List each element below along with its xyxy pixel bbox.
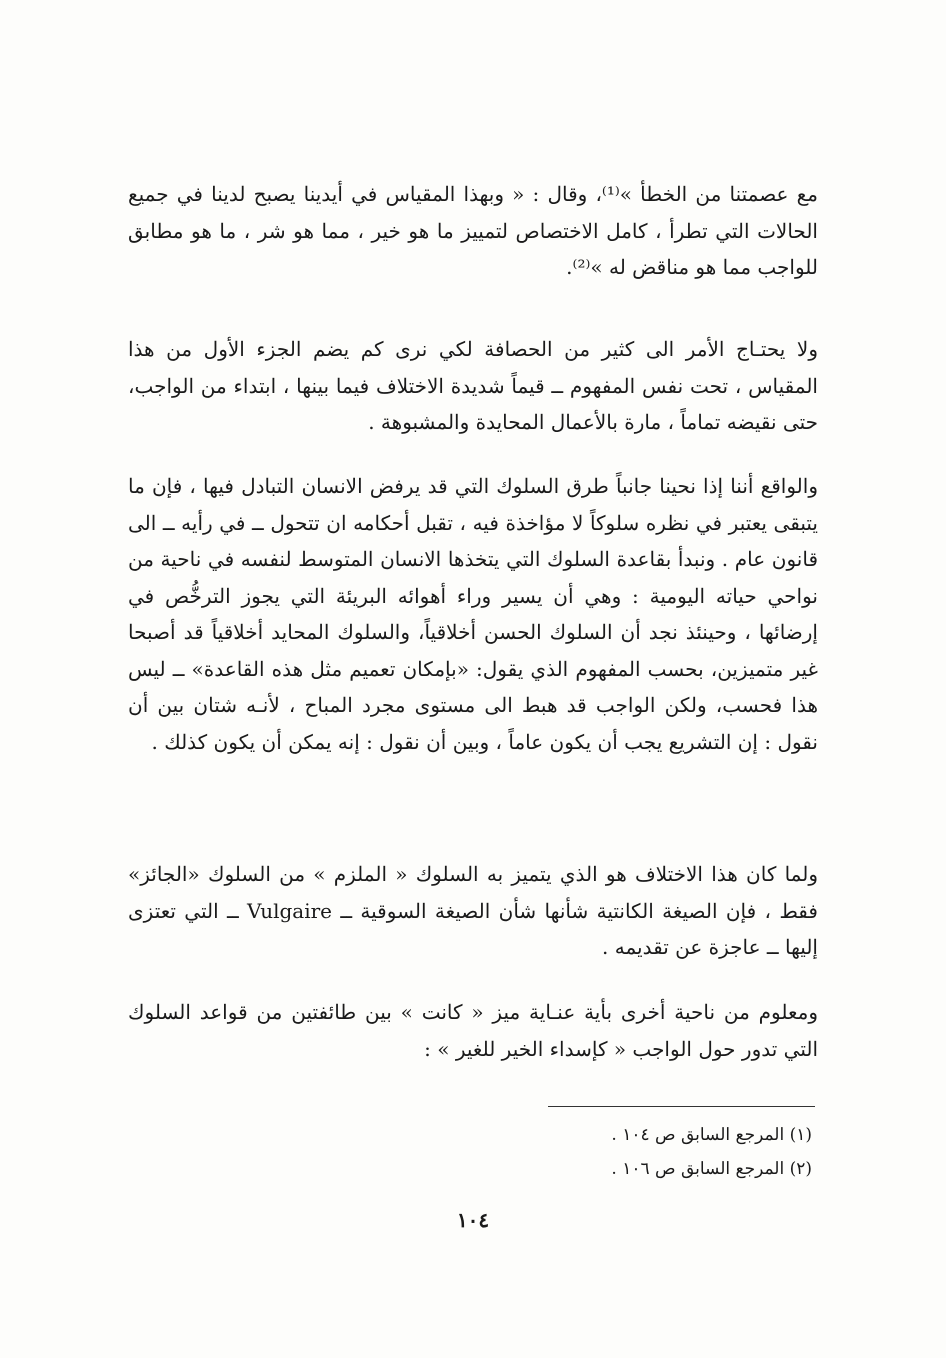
paragraph-4: ولما كان هذا الاختلاف هو الذي يتميز به السلوك « الملزم » من السلوك «الجائز» فقط ، فإن الصيغة الكانتية شأنها شأن الصيغة السوقية ــ Vulgaire ــ التي تعتزى إليها ــ عاجزة عن تقديمه .: [128, 862, 818, 959]
paragraph-2: ولا يحتـاج الأمر الى كثير من الحصافة لكي نرى كم يضم الجزء الأول من هذا المقياس ، تحت نفس المفهوم ــ قيماً شديدة الاختلاف فيما بينها ، ابتداء من الواجب، حتى نقيضه تماماً ، مارة بالأعمال المحايدة والمشبوهة .: [128, 337, 818, 434]
paragraph-3: والواقع أننا إذا نحينا جانباً طرق السلوك التي قد يرفض الانسان التبادل فيها ، فإن ما يتبقى يعتبر في نظره سلوكاً لا مؤاخذة فيه ، تقبل أحكامه ان تتحول ــ في رأيه ــ الى قانون عام . ونبدأ بقاعدة السلوك التي يتخذها الانسان المتوسط لنفسه في ناحية من نواحي حياته اليومية : وهي أن يسير وراء أهوائه البريئة التي يجوز الترخُّص في إرضائها ، وحينئذ نجد أن السلوك الحسن أخلاقياً، والسلوك المحايد أخلاقياً قد أصبحا غير متميزين، بحسب المفهوم الذي يقول: «بإمكان تعميم مثل هذه القاعدة» ــ ليس هذا فحسب، ولكن الواجب قد هبط الى مستوى مجرد المباح ، لأنـه شتان بين أن نقول : إن التشريع يجب أن يكون عاماً ، وبين أن نقول : إنه يمكن أن يكون كذلك .: [128, 474, 818, 754]
footnote-separator: [548, 1106, 815, 1107]
paragraph-1: مع عصمتنا من الخطأ »⁽¹⁾، وقال : « وبهذا المقياس في أيدينا يصبح لدينا في جميع الحالات التي تطرأ ، كامل الاختصاص لتمييز ما هو خير ، مما هو شر ، ما هو مطابق للواجب مما هو مناقض له »⁽²⁾.: [128, 182, 819, 279]
page-number: ١٠٤: [456, 1208, 490, 1232]
footnote-2: (٢) المرجع السابق ص ١٠٦ .: [611, 1159, 812, 1179]
footnote-1: (١) المرجع السابق ص ١٠٤ .: [611, 1125, 812, 1145]
footnotes: [440, 1118, 812, 1186]
paragraph-5: ومعلوم من ناحية أخرى بأية عنـاية ميز « كانت » بين طائفتين من قواعد السلوك التي تدور حول الواجب « كإسداء الخير للغير » :: [128, 1000, 818, 1061]
